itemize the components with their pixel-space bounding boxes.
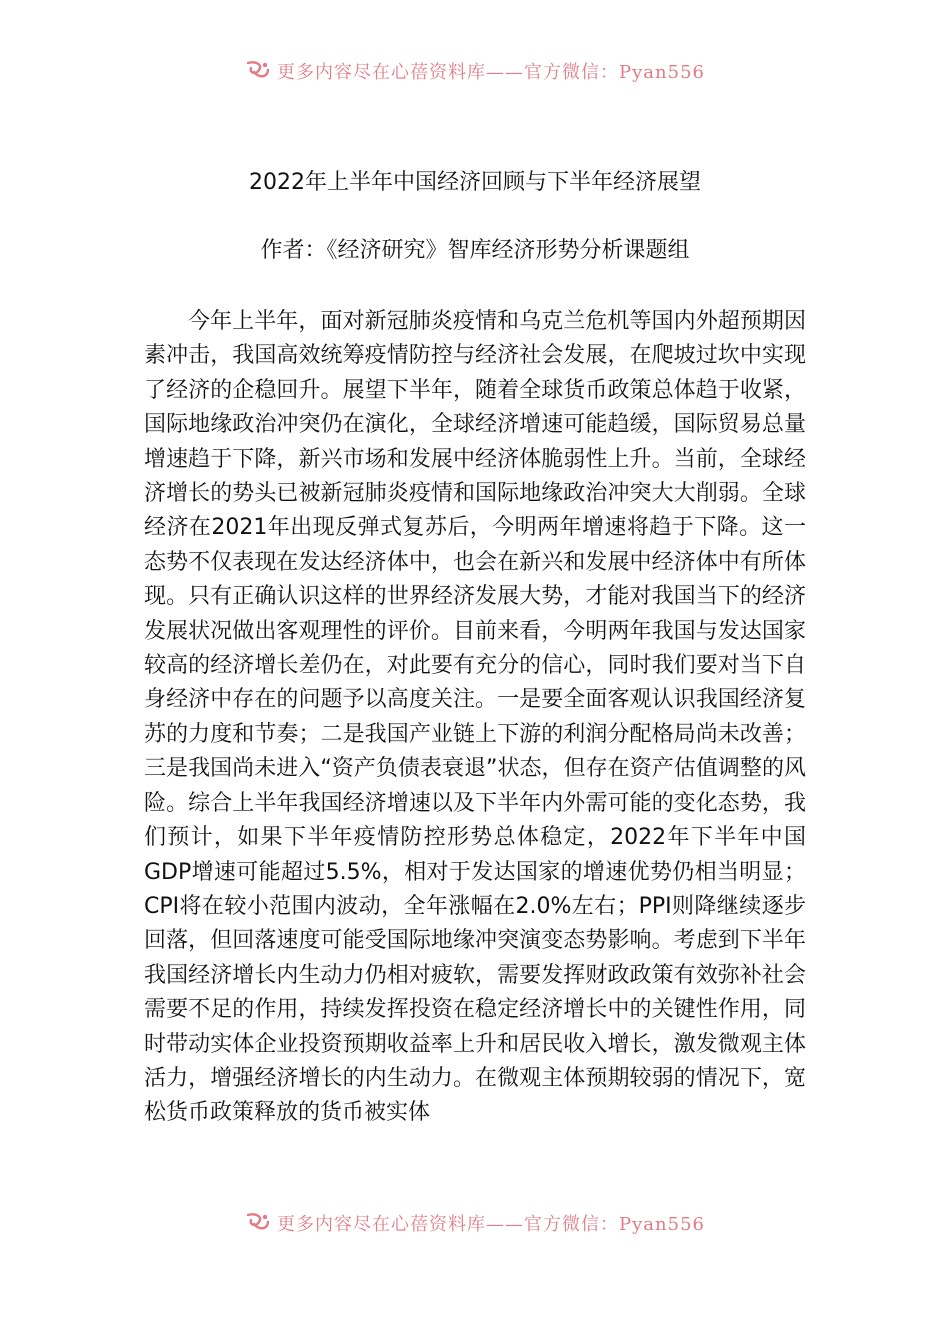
brand-logo-icon <box>245 1212 271 1234</box>
watermark-text: 更多内容尽在心蓓资料库——官方微信：Pyan556 <box>277 62 705 83</box>
watermark-text: 更多内容尽在心蓓资料库——官方微信：Pyan556 <box>277 1214 705 1235</box>
brand-logo-icon <box>245 60 271 82</box>
body-paragraph: 今年上半年，面对新冠肺炎疫情和乌克兰危机等国内外超预期因素冲击，我国高效统筹疫情防控与经济社会发展，在爬坡过坎中实现了经济的企稳回升。展望下半年，随着全球货币政策总体趋于收紧，国际地缘政治冲突仍在演化，全球经济增速可能趋缓，国际贸易总量增速趋于下降，新兴市场和发展中经济体脆弱性上升。当前，全球经济增长的势头已被新冠肺炎疫情和国际地缘政治冲突大大削弱。全球经济在2021年出现反弹式复苏后，今明两年增速将趋于下降。这一态势不仅表现在发达经济体中，也会在新兴和发展中经济体中有所体现。只有正确认识这样的世界经济发展大势，才能对我国当下的经济发展状况做出客观理性的评价。目前来看，今明两年我国与发达国家较高的经济增长差仍在，对此要有充分的信心，同时我们要对当下自身经济中存在的问题予以高度关注。一是要全面客观认识我国经济复苏的力度和节奏；二是我国产业链上下游的利润分配格局尚未改善；三是我国尚未进入“资产负债表衰退”状态，但存在资产估值调整的风险。综合上半年我国经济增速以及下半年内外需可能的变化态势，我们预计，如果下半年疫情防控形势总体稳定，2022年下半年中国GDP增速可能超过5.5%，相对于发达国家的增速优势仍相当明显；CPI将在较小范围内波动，全年涨幅在2.0%左右；PPI则降继续逐步回落，但回落速度可能受国际地缘冲突演变态势影响。考虑到下半年我国经济增长内生动力仍相对疲软，需要发挥财政政策有效弥补社会需要不足的作用，持续发挥投资在稳定经济增长中的关键性作用，同时带动实体企业投资预期收益率上升和居民收入增长，激发微观主体活力，增强经济增长的内生动力。在微观主体预期较弱的情况下，宽松货币政策释放的货币被实体 <box>144 309 806 1126</box>
footer-watermark <box>0 1208 950 1238</box>
document-title: 2022年上半年中国经济回顾与下半年经济展望 <box>249 170 701 195</box>
document-author: 作者：《经济研究》智库经济形势分析课题组 <box>260 238 690 263</box>
header-watermark <box>0 56 950 86</box>
